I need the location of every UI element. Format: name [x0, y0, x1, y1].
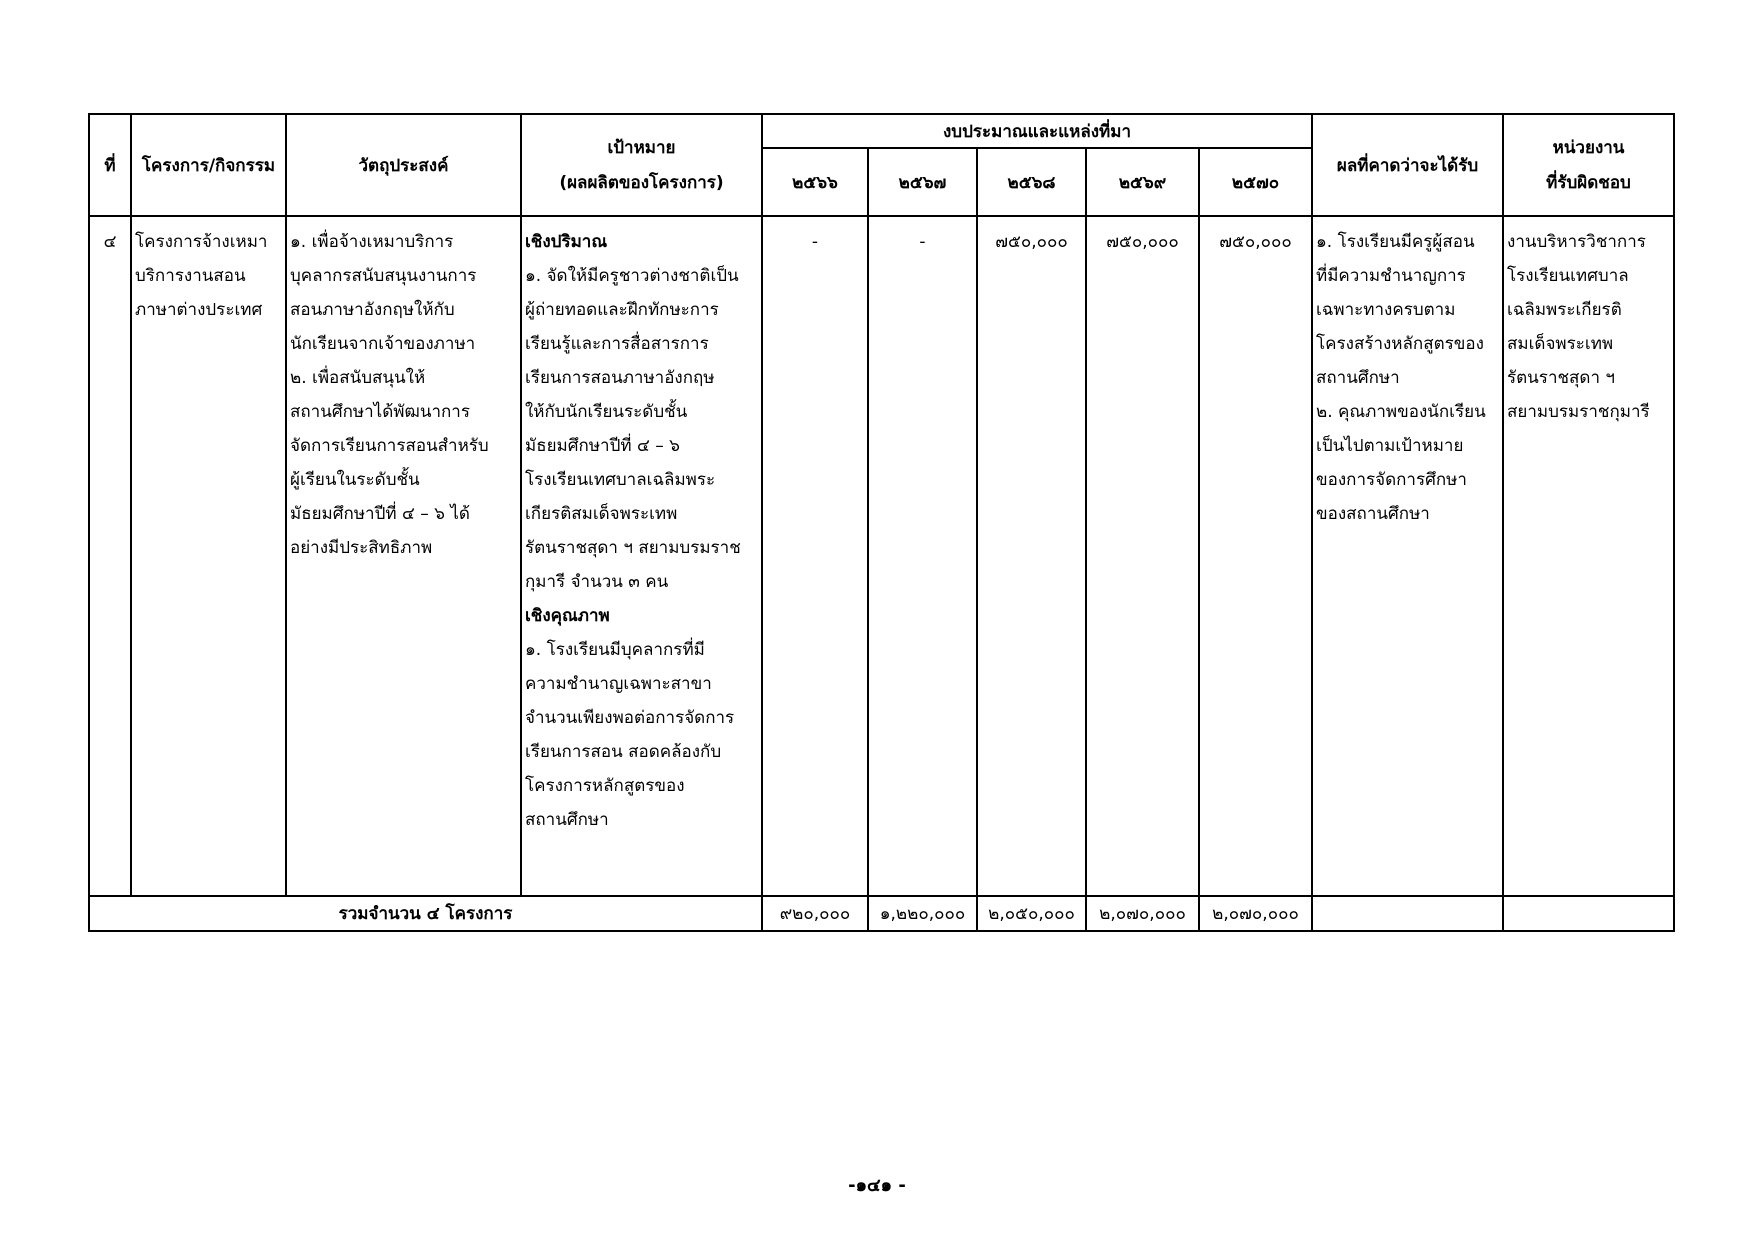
objective-line: ผู้เรียนในระดับชั้น [290, 470, 420, 490]
target-line: กุมารี จำนวน ๓ คน [525, 572, 669, 592]
row-target-cell [521, 216, 762, 896]
target-line: เรียนรู้และการสื่อสารการ [525, 334, 709, 354]
outcome-line: สถานศึกษา [1316, 368, 1400, 388]
row-outcome-cell [1312, 216, 1503, 896]
header-no: ที่ [89, 114, 131, 216]
responsible-line: สยามบรมราชกุมารี [1507, 402, 1650, 422]
budget-cell [1086, 216, 1199, 896]
objective-line: มัธยมศึกษาปีที่ ๔ – ๖ ได้ [290, 504, 470, 524]
budget-value: - [919, 232, 926, 252]
outcome-line: เป็นไปตามเป้าหมาย [1316, 436, 1464, 456]
table-row [89, 216, 1674, 896]
objective-line: จัดการเรียนการสอนสำหรับ [290, 436, 489, 456]
header-responsible [1503, 114, 1674, 216]
total-responsible-empty [1503, 896, 1674, 931]
budget-cell [762, 216, 868, 896]
target-line: จำนวนเพียงพอต่อการจัดการ [525, 708, 735, 728]
target-quantity-heading: เชิงปริมาณ [525, 232, 608, 252]
target-line: โรงเรียนเทศบาลเฉลิมพระ [525, 470, 716, 490]
budget-value: ๗๕๐,๐๐๐ [1219, 232, 1292, 252]
row-project-cell [131, 216, 286, 896]
header-year: ๒๕๖๘ [977, 148, 1086, 216]
total-value: ๑,๒๒๐,๐๐๐ [868, 896, 977, 931]
target-line: ผู้ถ่ายทอดและฝึกทักษะการ [525, 300, 719, 320]
target-line: เรียนการสอนภาษาอังกฤษ [525, 368, 715, 388]
page-number: -๑๔๑ - [848, 1175, 906, 1196]
total-value: ๒,๐๗๐,๐๐๐ [1199, 896, 1312, 931]
objective-line: นักเรียนจากเจ้าของภาษา [290, 334, 476, 354]
header-objective: วัตถุประสงค์ [286, 114, 521, 216]
project-line: บริการงานสอน [135, 266, 246, 286]
outcome-line: เฉพาะทางครบตาม [1316, 300, 1456, 320]
row-no: ๔ [103, 232, 117, 252]
outcome-line: ๑. โรงเรียนมีครูผู้สอน [1316, 232, 1475, 252]
row-objective-cell [286, 216, 521, 896]
budget-cell [977, 216, 1086, 896]
objective-line: ๒. เพื่อสนับสนุนให้ [290, 368, 426, 388]
total-label: รวมจำนวน ๔ โครงการ [89, 896, 762, 931]
header-year: ๒๕๖๙ [1086, 148, 1199, 216]
outcome-line: ๒. คุณภาพของนักเรียน [1316, 402, 1486, 422]
header-year: ๒๕๖๗ [868, 148, 977, 216]
objective-line: สอนภาษาอังกฤษให้กับ [290, 300, 455, 320]
outcome-line: ของสถานศึกษา [1316, 504, 1430, 524]
total-value: ๒,๐๗๐,๐๐๐ [1086, 896, 1199, 931]
total-value: ๒,๐๕๐,๐๐๐ [977, 896, 1086, 931]
responsible-line: รัตนราชสุดา ฯ [1507, 368, 1615, 388]
target-line: มัธยมศึกษาปีที่ ๔ – ๖ [525, 436, 680, 456]
row-responsible-cell [1503, 216, 1674, 896]
header-year: ๒๕๖๖ [762, 148, 868, 216]
header-project: โครงการ/กิจกรรม [131, 114, 286, 216]
header-year: ๒๕๗๐ [1199, 148, 1312, 216]
target-line: ให้กับนักเรียนระดับชั้น [525, 402, 688, 422]
total-outcome-empty [1312, 896, 1503, 931]
target-line: เกียรติสมเด็จพระเทพ [525, 504, 678, 524]
target-line: สถานศึกษา [525, 810, 609, 830]
project-line: โครงการจ้างเหมา [135, 232, 268, 252]
header-responsible-line2: ที่รับผิดชอบ [1546, 173, 1631, 193]
responsible-line: โรงเรียนเทศบาล [1507, 266, 1629, 286]
target-line: รัตนราชสุดา ฯ สยามบรมราช [525, 538, 741, 558]
row-no-cell [89, 216, 131, 896]
project-plan-table [88, 113, 1675, 932]
objective-line: บุคลากรสนับสนุนงานการ [290, 266, 477, 286]
target-line: ความชำนาญเฉพาะสาขา [525, 674, 712, 694]
total-row [89, 896, 1674, 931]
project-line: ภาษาต่างประเทศ [135, 300, 263, 320]
outcome-line: ของการจัดการศึกษา [1316, 470, 1467, 490]
objective-line: ๑. เพื่อจ้างเหมาบริการ [290, 232, 454, 252]
header-target-line2: (ผลผลิตของโครงการ) [559, 173, 724, 193]
header-outcome: ผลที่คาดว่าจะได้รับ [1312, 114, 1503, 216]
budget-cell [1199, 216, 1312, 896]
target-line: โครงการหลักสูตรของ [525, 776, 685, 796]
target-line: ๑. จัดให้มีครูชาวต่างชาติเป็น [525, 266, 739, 286]
outcome-line: ที่มีความชำนาญการ [1316, 266, 1466, 286]
responsible-line: งานบริหารวิชาการ [1507, 232, 1646, 252]
budget-cell [868, 216, 977, 896]
budget-value: ๗๕๐,๐๐๐ [995, 232, 1068, 252]
header-target [521, 114, 762, 216]
responsible-line: เฉลิมพระเกียรติ [1507, 300, 1622, 320]
responsible-line: สมเด็จพระเทพ [1507, 334, 1614, 354]
total-value: ๙๒๐,๐๐๐ [762, 896, 868, 931]
target-line: เรียนการสอน สอดคล้องกับ [525, 742, 722, 762]
header-budget: งบประมาณและแหล่งที่มา [762, 114, 1312, 148]
objective-line: อย่างมีประสิทธิภาพ [290, 538, 433, 558]
objective-line: สถานศึกษาได้พัฒนาการ [290, 402, 470, 422]
budget-value: ๗๕๐,๐๐๐ [1106, 232, 1179, 252]
header-target-line1: เป้าหมาย [607, 138, 676, 158]
target-line: ๑. โรงเรียนมีบุคลากรที่มี [525, 640, 705, 660]
header-responsible-line1: หน่วยงาน [1552, 138, 1625, 158]
target-quality-heading: เชิงคุณภาพ [525, 606, 610, 626]
budget-value: - [811, 232, 819, 252]
outcome-line: โครงสร้างหลักสูตรของ [1316, 334, 1484, 354]
